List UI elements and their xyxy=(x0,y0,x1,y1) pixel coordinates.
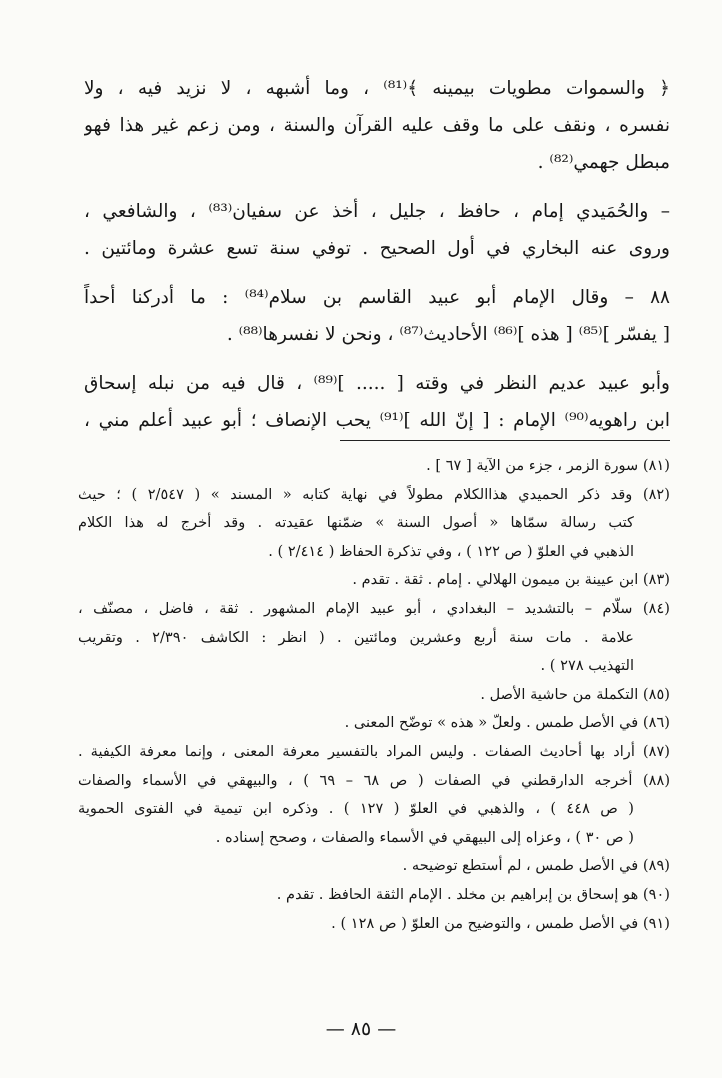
text-line: وأبو عبيد عديم النظر في وقته [ ..... ]⁽⁸⁹⁾ ، قال فيه من نبله إسحاق xyxy=(84,373,670,394)
text-line: مبطل جهمي⁽⁸²⁾ . xyxy=(537,152,670,173)
main-text xyxy=(84,70,670,439)
footnote-line: (٩٠) هو إسحاق بن إبراهيم بن مخلد . الإمام الثقة الحافظ . تقدم . xyxy=(276,885,670,903)
footnote-line: (٨٥) التكملة من حاشية الأصل . xyxy=(480,685,670,703)
footnote-line: التهذيب ٢٧٨ ) . xyxy=(540,657,634,675)
footnote-line: (٨٦) في الأصل طمس . ولعلّ « هذه » توضّح المعنى . xyxy=(344,714,670,732)
text-line: ﴿ والسموات مطويات بيمينه ﴾⁽⁸¹⁾ ، وما أشبهه ، لا نزيد فيه ، ولا xyxy=(84,78,670,99)
footnote-line: (٨٤) سلّام – بالتشديد – البغدادي ، أبو عبيد الإمام المشهور . ثقة ، فاضل ، مصنّف ، xyxy=(78,599,670,617)
text-line: ابن راهويه⁽⁹⁰⁾ الإمام : [ إنّ الله ]⁽⁹¹⁾ يحب الإنصاف ؛ أبو عبيد أعلم مني ، xyxy=(84,410,670,431)
text-line: وروى عنه البخاري في أول الصحيح . توفي سنة تسع عشرة ومائتين . xyxy=(84,238,670,259)
footnote-line: علامة . مات سنة أربع وعشرين ومائتين . ( انظر : الكاشف ٢/٣٩٠ . وتقريب xyxy=(78,628,634,646)
footnote-line: كتب رسالة سمّاها « أصول السنة » ضمّنها عقيدته . وقد أخرج له هذا الكلام xyxy=(78,514,634,532)
footnote-line: (٩١) في الأصل طمس ، والتوضيح من العلوّ ( ص ١٢٨ ) . xyxy=(331,914,670,932)
footnote-line: (٨٢) وقد ذكر الحميدي هذاالكلام مطولاً في نهاية كتابه « المسند » ( ٢/٥٤٧ ) ؛ حيث xyxy=(78,485,670,503)
text-line: – والحُمَيدي إمام ، حافظ ، جليل ، أخذ عن سفيان⁽⁸³⁾ ، والشافعي ، xyxy=(84,201,670,222)
footnote-line: الذهبي في العلوّ ( ص ١٢٢ ) ، وفي تذكرة الحفاظ ( ٢/٤١٤ ) . xyxy=(268,542,634,560)
footnote-line: (٨٧) أراد بها أحاديث الصفات . وليس المراد بالتفسير معرفة المعنى ، وإنما معرفة الكيفية . xyxy=(78,742,670,760)
page-number: — ٨٥ — xyxy=(325,1018,397,1040)
footnote-line: (٨٣) ابن عيينة بن ميمون الهلالي . إمام . ثقة . تقدم . xyxy=(352,571,670,589)
text-line: نفسره ، ونقف على ما وقف عليه القرآن والسنة ، ومن زعم غير هذا فهو xyxy=(84,115,670,136)
footnotes xyxy=(78,452,670,938)
footnote-line: (٨٨) أخرجه الدارقطني في الصفات ( ص ٦٨ – ٦٩ ) ، والبيهقي في الأسماء والصفات xyxy=(78,771,670,789)
text-line: [ يفسّر ]⁽⁸⁵⁾ [ هذه ]⁽⁸⁶⁾ الأحاديث⁽⁸⁷⁾ ، ونحن لا نفسرها⁽⁸⁸⁾ . xyxy=(226,324,670,345)
footnote-divider xyxy=(340,440,670,441)
footnote-line: (٨١) سورة الزمر ، جزء من الآية [ ٦٧ ] . xyxy=(426,457,670,474)
footnote-line: ( ص ٤٤٨ ) ، والذهبي في العلوّ ( ١٢٧ ) . وذكره ابن تيمية في الفتوى الحموية xyxy=(78,800,634,818)
footnote-line: ( ص ٣٠ ) ، وعزاه إلى البيهقي في الأسماء والصفات ، وصحح إسناده . xyxy=(215,828,634,846)
text-line: ٨٨ – وقال الإمام أبو عبيد القاسم بن سلام⁽⁸⁴⁾ : ما أدركنا أحداً xyxy=(84,287,670,308)
footnote-line: (٨٩) في الأصل طمس ، لم أستطع توضيحه . xyxy=(402,857,670,875)
